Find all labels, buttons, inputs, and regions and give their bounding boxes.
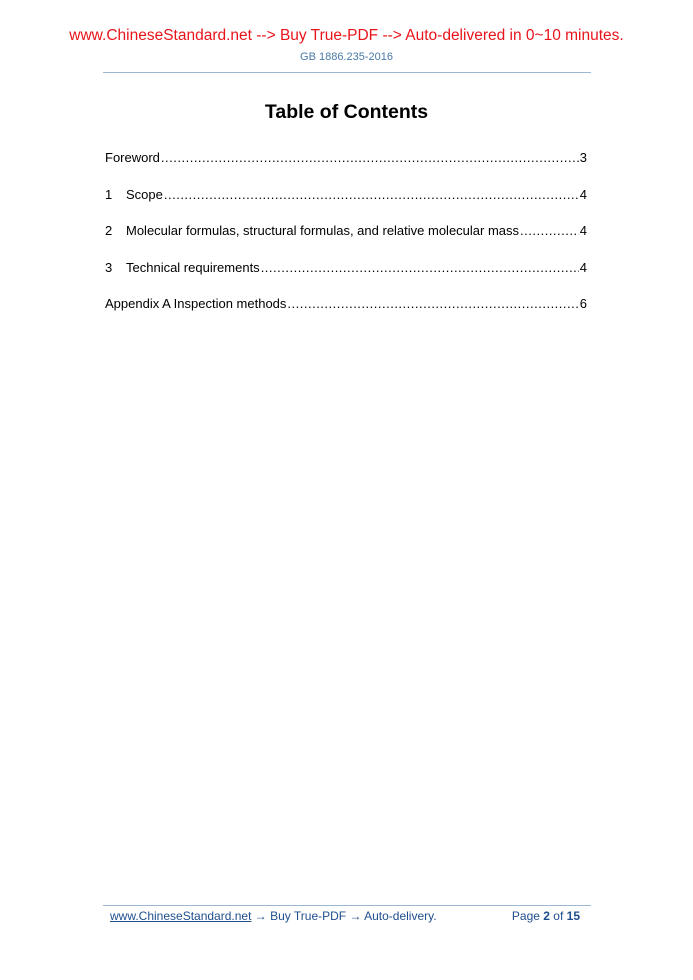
toc-section-number: 1 bbox=[105, 186, 113, 202]
page-total: 15 bbox=[566, 909, 580, 923]
toc-entry-title: Technical requirements bbox=[126, 259, 260, 275]
toc-page-number: 4 bbox=[579, 186, 587, 202]
toc-dot-leader bbox=[520, 223, 579, 239]
toc-entry-appendix-a[interactable] bbox=[105, 296, 587, 333]
toc-section-number: 3 bbox=[105, 259, 113, 275]
page-footer bbox=[110, 909, 580, 923]
document-id: GB 1886.235-2016 bbox=[300, 51, 393, 63]
toc-page-number: 6 bbox=[579, 296, 587, 311]
page-indicator bbox=[512, 909, 580, 923]
toc-entry-title: Molecular formulas, structural formulas, and relative molecular mass bbox=[126, 223, 520, 238]
toc-entry-scope[interactable] bbox=[105, 187, 587, 224]
page-of: of bbox=[549, 909, 567, 923]
toc-entry-title: Scope bbox=[126, 186, 163, 202]
toc-page-number: 4 bbox=[579, 259, 587, 275]
page-label: Page bbox=[511, 909, 544, 923]
footer-text: → Buy True-PDF → Auto-delivery. bbox=[251, 909, 437, 923]
toc-entry-title: Foreword bbox=[105, 150, 160, 165]
table-of-contents bbox=[105, 150, 587, 333]
toc-dot-leader bbox=[261, 260, 579, 276]
footer-divider bbox=[103, 905, 591, 906]
header-divider bbox=[103, 72, 591, 73]
toc-section-number: 2 bbox=[105, 223, 113, 238]
toc-entry-foreword[interactable] bbox=[105, 150, 587, 187]
page-current: 2 bbox=[543, 909, 550, 923]
toc-entry-molecular-formulas[interactable] bbox=[105, 223, 587, 260]
toc-page-number: 3 bbox=[579, 150, 587, 165]
promo-banner[interactable]: www.ChineseStandard.net --> Buy True-PDF --> Auto-delivered in 0~10 minutes. bbox=[69, 27, 624, 44]
footer-website-link[interactable]: www.ChineseStandard.net bbox=[110, 909, 252, 923]
page-title: Table of Contents bbox=[264, 101, 429, 123]
toc-entry-technical-requirements[interactable] bbox=[105, 260, 587, 297]
toc-dot-leader bbox=[161, 150, 579, 166]
toc-entry-title: Appendix A Inspection methods bbox=[105, 296, 287, 311]
toc-page-number: 4 bbox=[579, 223, 587, 238]
toc-dot-leader bbox=[164, 187, 579, 203]
toc-dot-leader bbox=[287, 296, 578, 312]
